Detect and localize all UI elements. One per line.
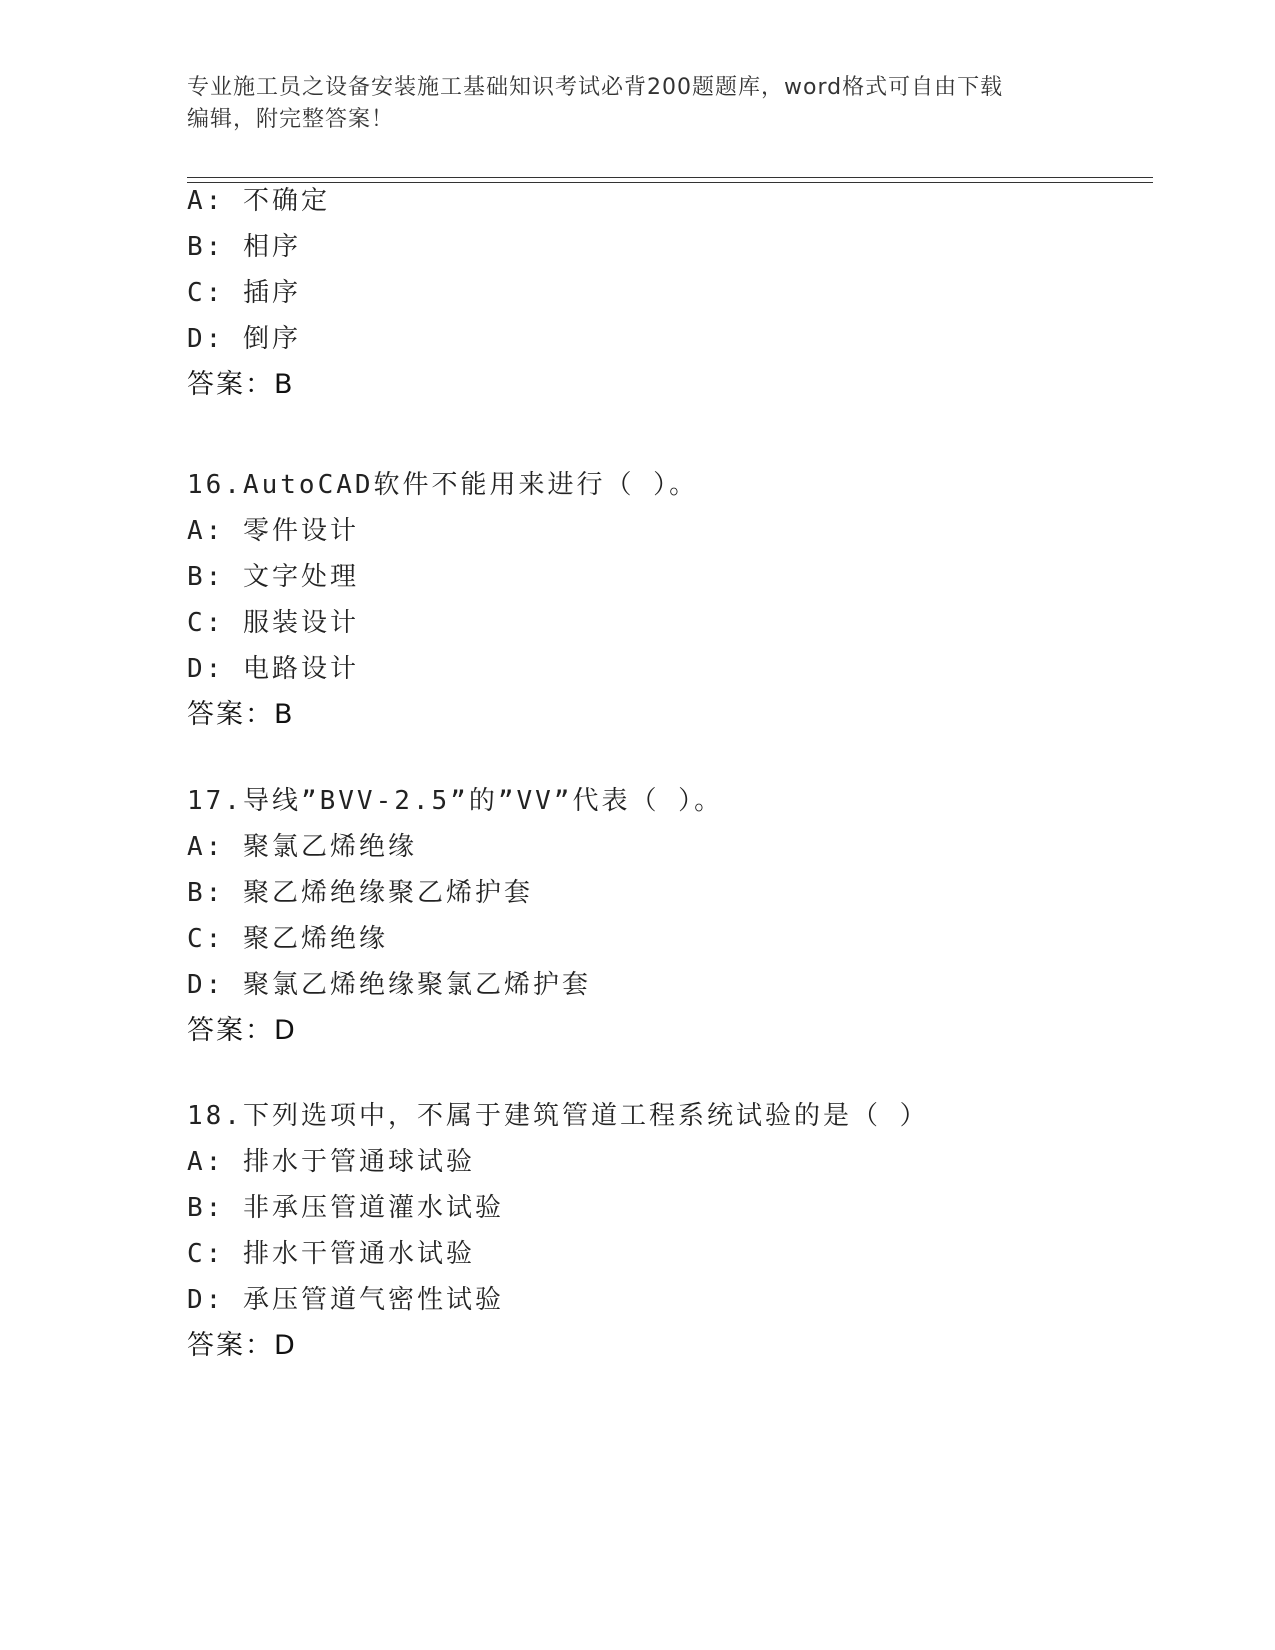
option-b: B: 相序: [187, 232, 301, 262]
answer-line: 答案：D: [187, 1330, 297, 1361]
question-stem: 16.AutoCAD软件不能用来进行（ ）。: [187, 470, 699, 500]
option-c: C: 服装设计: [187, 608, 359, 638]
option-d: D: 聚氯乙烯绝缘聚氯乙烯护套: [187, 970, 591, 1000]
option-a: A: 排水于管通球试验: [187, 1147, 475, 1177]
option-c: C: 聚乙烯绝缘: [187, 924, 388, 954]
option-c: C: 插序: [187, 278, 301, 308]
answer-line: 答案：B: [187, 699, 295, 730]
option-d: D: 电路设计: [187, 654, 359, 684]
header-line-2: 编辑，附完整答案！: [187, 107, 395, 132]
question-15-continued: [187, 178, 1147, 408]
option-c: C: 排水干管通水试验: [187, 1239, 475, 1269]
answer-line: 答案：D: [187, 1015, 297, 1046]
option-a: A: 不确定: [187, 186, 330, 216]
header-line-1: 专业施工员之设备安装施工基础知识考试必背200题题库，word格式可自由下载: [187, 75, 1004, 100]
option-a: A: 聚氯乙烯绝缘: [187, 832, 417, 862]
option-a: A: 零件设计: [187, 516, 359, 546]
question-stem: 18.下列选项中，不属于建筑管道工程系统试验的是（ ）: [187, 1101, 929, 1131]
option-b: B: 聚乙烯绝缘聚乙烯护套: [187, 878, 533, 908]
option-d: D: 倒序: [187, 324, 301, 354]
question-17: [187, 778, 1147, 1054]
option-d: D: 承压管道气密性试验: [187, 1285, 504, 1315]
option-b: B: 文字处理: [187, 562, 359, 592]
option-b: B: 非承压管道灌水试验: [187, 1193, 504, 1223]
answer-line: 答案：B: [187, 369, 295, 400]
question-16: [187, 462, 1147, 738]
question-stem: 17.导线”BVV-2.5”的”VV”代表（ ）。: [187, 786, 724, 816]
document-header: [187, 72, 1067, 136]
question-18: [187, 1093, 1147, 1369]
